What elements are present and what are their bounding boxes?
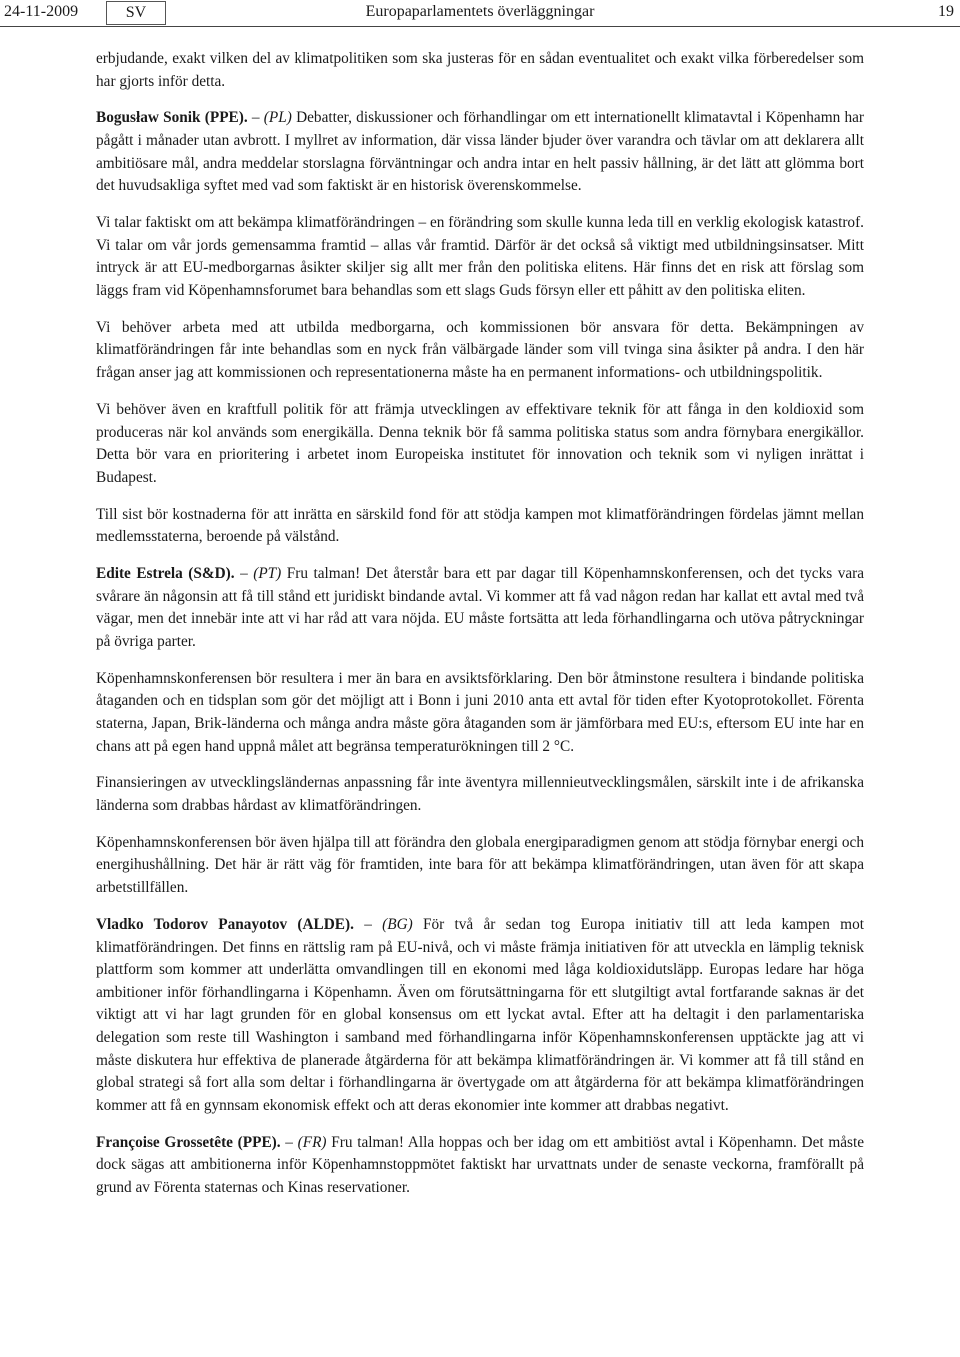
paragraph xyxy=(96,504,864,549)
paragraph-text: För två år sedan tog Europa initiativ till att leda kampen mot klimatförändringen. Det finns en rättslig ram på EU-nivå, och vi måste främja initiativen för att utveckla en lämplig teknisk plattform som kommer att underlätta omvandlingen till en ekonomi med låga koldioxidutsläpp. Europas ledare har höga ambitioner inför förhandlingarna i Köpenhamn. Även om förutsättningarna för ett slutgiltigt avtal fortfarande saknas är det viktigt att vi har lagt grunden för en global konsensus om ett lyckat avtal. Efter att ha deltagit i den parlamentariska delegation som reste till Washington i samband med förhandlingarna inför Köpenhamnskonferensen upptäckte jag att vi måste diskutera hur effektiva de planerade åtgärderna för att bekämpa klimatförändringen är. Vi kommer att få till stånd en global strategi så fort alla som deltar i förhandlingarna är övertygade om att åtgärderna för att bekämpa klimatförändringen kommer att få en gynnsam ekonomisk effekt och att deras ekonomier inte kommer att drabbas negativt. xyxy=(96,915,864,1114)
language-code: (BG) xyxy=(382,915,413,933)
paragraph-text: Vi behöver även en kraftfull politik för att främja utvecklingen av effektivare teknik för att fånga in den koldioxid som produceras när kol används som energikälla. Denna teknik bör få samma politiska status som andra förnybara energikällor. Detta bör vara en prioritering i arbetet inom Europeiska institutet för innovation och teknik som vi nyligen inrättat i Budapest. xyxy=(96,400,864,486)
language-code: (FR) xyxy=(297,1133,327,1151)
paragraph: Françoise Grossetête (PPE). – (FR) Fru talman! Alla hoppas och ber idag om ett ambitiöst avtal i Köpenhamn. Det måste dock sägas att ambitionerna inför Köpenhamnstoppmötet faktiskt har urvattnats under de senaste veckorna, framförallt på grund av Förenta staternas och Kinas reservationer. xyxy=(96,1133,865,1196)
paragraph xyxy=(96,772,864,817)
paragraph-text: erbjudande, exakt vilken del av klimatpolitiken som ska justeras för en sådan eventualitet och exakt vilka förberedelser som har gjorts inför detta. xyxy=(96,50,864,90)
header-title: Europaparlamentets överläggningar xyxy=(365,3,595,20)
paragraph xyxy=(96,48,864,93)
paragraph xyxy=(96,212,864,302)
paragraph-text: Fru talman! Det återstår bara ett par dagar till Köpenhamnskonferensen, och det tycks vara svårare än någonsin att få till stånd ett juridiskt bindande avtal. Vi kommer att få vad någon redan har kallat ett avtal med två vägar, men det innebär inte att vi har råd att vara nöjda. EU måste fortsätta att leda förhandlingarna och utöva påtryckningar på övriga parter. xyxy=(96,565,865,650)
paragraph-text: Fru talman! Alla hoppas och ber idag om ett ambitiöst avtal i Köpenhamn. Det måste dock sägas att ambitionerna inför Köpenhamnstoppmötet faktiskt har urvattnats under de senaste veckorna, framförallt på grund av Förenta staternas och Kinas reservationer. xyxy=(96,1133,865,1196)
speaker-name: Vladko Todorov Panayotov (ALDE). xyxy=(96,915,354,933)
paragraph-text: Vi talar faktiskt om att bekämpa klimatförändringen – en förändring som skulle kunna leda till en verklig ekologisk katastrof. Vi talar om vår jords gemensamma framtid – allas vår framtid. Därför är det också så viktigt med utbildningsinsatser. Mitt intryck är att EU-medborgarnas åsikter skiljer sig allt mer från den politiska elitens. Här finns det en risk att förslag som läggs fram vid Köpenhamnsforumet bara behandlas som ett slags Guds försyn eller ett påhitt av den politiska eliten. xyxy=(96,214,864,299)
paragraph-text: Debatter, diskussioner och förhandlingar om ett internationellt klimatavtal i Köpenhamn har pågått i månader utan avbrott. I myllret av information, där vissa länder bjuder över varandra och tävlar om att deklarera allt ambitiösare mål, andra meddelar storslagna förväntningar och andra intar en helt passiv hållning, är det lätt att glömma bort det huvudsakliga syftet med vad som faktiskt är en historisk överenskommelse. xyxy=(96,109,865,195)
paragraph-text: Vi behöver arbeta med att utbilda medborgarna, och kommissionen bör ansvara för detta. Bekämpningen av klimatförändringen får inte behandlas som en nyck från välbärgade länder som vill tvinga sina åsikter på andra. I den här frågan anser jag att kommissionen och representationerna måste ha en permanent informations- och utbildningspolitik. xyxy=(96,318,864,382)
paragraph: Bogusław Sonik (PPE). – (PL) Debatter, diskussioner och förhandlingar om ett internationellt klimatavtal i Köpenhamn har pågått i månader utan avbrott. I myllret av information, där vissa länder bjuder över varandra och tävlar om att deklarera allt ambitiösare mål, andra meddelar storslagna förväntningar och andra intar en helt passiv hållning, är det lätt att glömma bort det huvudsakliga syftet med vad som faktiskt är en historisk överenskommelse. xyxy=(96,109,865,195)
paragraph-text: Köpenhamnskonferensen bör även hjälpa till att förändra den globala energiparadigmen genom att stödja förnybar energi och energihushållning. Det här är rätt väg för framtiden, inte bara för att bekämpa klimatförändringen, utan även för att skapa arbetstillfällen. xyxy=(96,833,864,897)
speaker-name: Bogusław Sonik (PPE). xyxy=(96,109,248,127)
paragraph: Vladko Todorov Panayotov (ALDE). – (BG) För två år sedan tog Europa initiativ till att leda kampen mot klimatförändringen. Det finns en rättslig ram på EU-nivå, och vi måste främja initiativen för att utveckla en lämplig teknisk plattform som kommer att underlätta omvandlingen till en ekonomi med låga koldioxidutsläpp. Europas ledare har höga ambitioner inför förhandlingarna i Köpenhamn. Även om förutsättningarna för ett slutgiltigt avtal fortfarande saknas är det viktigt att vi har lagt grunden för en global konsensus om ett lyckat avtal. Efter att ha deltagit i den parlamentariska delegation som reste till Washington i samband med förhandlingarna inför Köpenhamnskonferensen upptäckte jag att vi måste diskutera hur effektiva de planerade åtgärderna för att bekämpa klimatförändringen är. Vi kommer att få till stånd en global strategi så fort alla som deltar i förhandlingarna är övertygade om att åtgärderna för att bekämpa klimatförändringen kommer att få en gynnsam ekonomisk effekt och att deras ekonomier inte kommer att drabbas negativt. xyxy=(96,915,864,1114)
paragraph xyxy=(96,399,864,489)
paragraph xyxy=(96,832,864,900)
document-body xyxy=(96,48,864,1214)
paragraph-text: Finansieringen av utvecklingsländernas anpassning får inte äventyra millennieutvecklingsmålen, särskilt inte i de afrikanska länderna som drabbas hårdast av klimatförändringen. xyxy=(96,774,864,814)
paragraph xyxy=(96,317,864,385)
paragraph-text: Köpenhamnskonferensen bör resultera i mer än bara en avsiktsförklaring. Den bör åtminstone resultera i bindande politiska åtaganden och en tidsplan som gör det möjligt att i Bonn i juni 2010 anta ett avtal för tiden efter Kyotoprotokollet. Förenta staterna, Japan, Brik-länderna och många andra måste göra åtaganden som är jämförbara med EU:s, eftersom EU inte har en chans att på egen hand uppnå målet att begränsa temperaturökningen till 2 °C. xyxy=(96,669,864,755)
language-code: (PT) xyxy=(253,565,282,583)
language-code: (PL) xyxy=(263,109,292,127)
language-badge: SV xyxy=(106,1,166,25)
page-header xyxy=(0,0,960,27)
paragraph: Edite Estrela (S&D). – (PT) Fru talman! Det återstår bara ett par dagar till Köpenhamnskonferensen, och det tycks vara svårare än någonsin att få till stånd ett juridiskt bindande avtal. Vi kommer att få vad någon redan har kallat ett avtal med två vägar, men det innebär inte att vi har råd att vara nöjda. EU måste fortsätta att leda förhandlingarna och utöva påtryckningar på övriga parter. xyxy=(96,565,865,650)
header-date: 24-11-2009 xyxy=(4,3,79,20)
paragraph xyxy=(96,668,864,758)
speaker-name: Edite Estrela (S&D). xyxy=(96,565,235,583)
page-number: 19 xyxy=(938,3,954,20)
paragraph-text: Till sist bör kostnaderna för att inrätta en särskild fond för att stödja kampen mot klimatförändringen fördelas jämnt mellan medlemsstaterna, beroende på välstånd. xyxy=(96,505,864,546)
speaker-name: Françoise Grossetête (PPE). xyxy=(96,1133,281,1151)
